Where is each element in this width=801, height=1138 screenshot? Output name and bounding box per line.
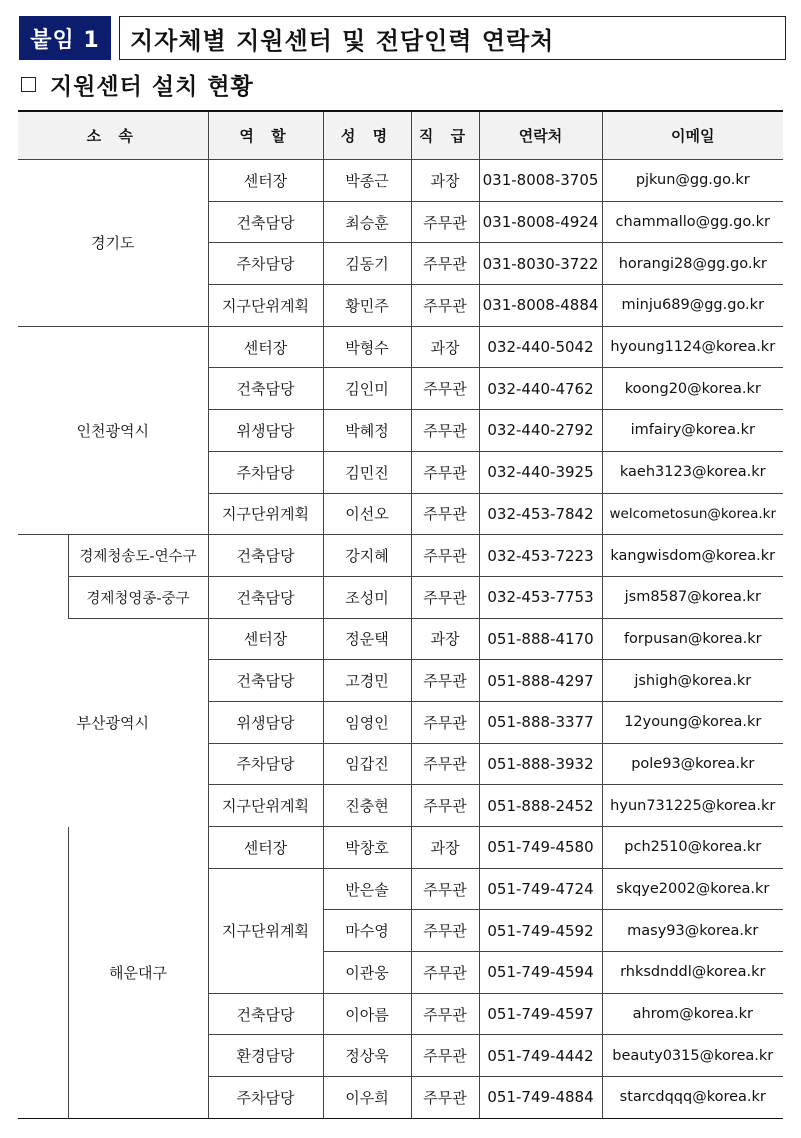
name-cell: 조성미 [323,576,411,618]
phone-cell: 032-440-2792 [479,410,602,452]
role-cell: 환경담당 [208,1035,323,1077]
phone-cell: 032-440-3925 [479,451,602,493]
name-cell: 박형수 [323,326,411,368]
name-cell: 이아름 [323,993,411,1035]
name-cell: 진충현 [323,785,411,827]
table-row [18,576,783,618]
role-cell: 지구단위계획 [208,785,323,827]
email-cell: kaeh3123@korea.kr [602,451,783,493]
email-cell: chammallo@gg.go.kr [602,201,783,243]
rank-cell: 주무관 [411,410,479,452]
section-heading [21,66,254,102]
email-cell: horangi28@gg.go.kr [602,243,783,285]
rank-cell: 주무관 [411,743,479,785]
rank-cell: 주무관 [411,201,479,243]
section-title: 지원센터 설치 현황 [50,73,254,100]
email-cell: 12young@korea.kr [602,701,783,743]
title-row [19,16,786,60]
rank-cell: 주무관 [411,576,479,618]
phone-cell: 051-749-4594 [479,952,602,994]
phone-cell: 051-888-4297 [479,660,602,702]
role-cell: 건축담당 [208,993,323,1035]
name-cell: 박창호 [323,827,411,869]
name-cell: 정상욱 [323,1035,411,1077]
rank-cell: 과장 [411,827,479,869]
email-cell: koong20@korea.kr [602,368,783,410]
name-cell: 김인미 [323,368,411,410]
rank-cell: 과장 [411,160,479,202]
rank-cell: 주무관 [411,1035,479,1077]
phone-cell: 051-749-4442 [479,1035,602,1077]
role-cell: 위생담당 [208,701,323,743]
name-cell: 반은솔 [323,868,411,910]
incheon-subgroup-spacer [18,535,68,618]
phone-cell: 051-749-4592 [479,910,602,952]
phone-cell: 051-749-4580 [479,827,602,869]
name-cell: 정운택 [323,618,411,660]
name-cell: 임영인 [323,701,411,743]
phone-cell: 031-8008-3705 [479,160,602,202]
contact-table [18,110,783,1119]
role-cell: 지구단위계획 [208,285,323,327]
phone-cell: 051-888-4170 [479,618,602,660]
email-cell: masy93@korea.kr [602,910,783,952]
name-cell: 박종근 [323,160,411,202]
email-cell: pole93@korea.kr [602,743,783,785]
rank-cell: 주무관 [411,660,479,702]
rank-cell: 주무관 [411,993,479,1035]
email-cell: skqye2002@korea.kr [602,868,783,910]
phone-cell: 032-453-7842 [479,493,602,535]
region-incheon: 인천광역시 [18,326,208,534]
column-header-affiliation: 소 속 [18,111,208,160]
phone-cell: 032-440-5042 [479,326,602,368]
phone-cell: 032-453-7223 [479,535,602,577]
table-row [18,326,783,368]
role-cell: 건축담당 [208,368,323,410]
role-cell: 지구단위계획 [208,868,323,993]
table-row [18,827,783,869]
rank-cell: 주무관 [411,1077,479,1119]
email-cell: forpusan@korea.kr [602,618,783,660]
phone-cell: 031-8030-3722 [479,243,602,285]
phone-cell: 051-888-3377 [479,701,602,743]
name-cell: 이우희 [323,1077,411,1119]
role-cell: 주차담당 [208,1077,323,1119]
region-busan: 부산광역시 [18,618,208,826]
rank-cell: 주무관 [411,451,479,493]
email-cell: starcdqqq@korea.kr [602,1077,783,1119]
role-cell: 센터장 [208,618,323,660]
phone-cell: 051-888-3932 [479,743,602,785]
email-cell: jshigh@korea.kr [602,660,783,702]
name-cell: 김동기 [323,243,411,285]
role-cell: 위생담당 [208,410,323,452]
name-cell: 김민진 [323,451,411,493]
column-header-name: 성 명 [323,111,411,160]
name-cell: 이선오 [323,493,411,535]
role-cell: 건축담당 [208,576,323,618]
name-cell: 황민주 [323,285,411,327]
rank-cell: 과장 [411,326,479,368]
email-cell: rhksdnddl@korea.kr [602,952,783,994]
phone-cell: 032-440-4762 [479,368,602,410]
table-row [18,618,783,660]
name-cell: 고경민 [323,660,411,702]
email-cell: welcometosun@korea.kr [602,493,783,535]
rank-cell: 주무관 [411,243,479,285]
checkbox-icon [21,77,36,92]
name-cell: 박혜정 [323,410,411,452]
rank-cell: 주무관 [411,952,479,994]
phone-cell: 051-888-2452 [479,785,602,827]
phone-cell: 051-749-4724 [479,868,602,910]
region-haeundae: 해운대구 [68,827,208,1119]
email-cell: ahrom@korea.kr [602,993,783,1035]
rank-cell: 주무관 [411,910,479,952]
email-cell: pjkun@gg.go.kr [602,160,783,202]
column-header-phone: 연락처 [479,111,602,160]
email-cell: minju689@gg.go.kr [602,285,783,327]
rank-cell: 주무관 [411,368,479,410]
role-cell: 건축담당 [208,201,323,243]
phone-cell: 031-8008-4924 [479,201,602,243]
email-cell: imfairy@korea.kr [602,410,783,452]
email-cell: kangwisdom@korea.kr [602,535,783,577]
rank-cell: 주무관 [411,785,479,827]
phone-cell: 051-749-4884 [479,1077,602,1119]
phone-cell: 032-453-7753 [479,576,602,618]
rank-cell: 주무관 [411,535,479,577]
email-cell: hyoung1124@korea.kr [602,326,783,368]
rank-cell: 주무관 [411,285,479,327]
busan-subgroup-spacer [18,827,68,1119]
name-cell: 최승훈 [323,201,411,243]
email-cell: hyun731225@korea.kr [602,785,783,827]
page-title: 지자체별 지원센터 및 전담인력 연락처 [119,16,786,60]
column-header-rank: 직 급 [411,111,479,160]
region-gyeonggi: 경기도 [18,160,208,327]
rank-cell: 주무관 [411,493,479,535]
role-cell: 센터장 [208,827,323,869]
column-header-email: 이메일 [602,111,783,160]
role-cell: 건축담당 [208,535,323,577]
email-cell: jsm8587@korea.kr [602,576,783,618]
name-cell: 강지혜 [323,535,411,577]
role-cell: 건축담당 [208,660,323,702]
region-yeongjong: 경제청영종-중구 [68,576,208,618]
email-cell: beauty0315@korea.kr [602,1035,783,1077]
column-header-role: 역 할 [208,111,323,160]
table-header-row [18,111,783,160]
region-songdo: 경제청송도-연수구 [68,535,208,577]
role-cell: 주차담당 [208,243,323,285]
name-cell: 마수영 [323,910,411,952]
role-cell: 센터장 [208,326,323,368]
role-cell: 센터장 [208,160,323,202]
role-cell: 지구단위계획 [208,493,323,535]
role-cell: 주차담당 [208,451,323,493]
rank-cell: 주무관 [411,868,479,910]
table-row [18,160,783,202]
email-cell: pch2510@korea.kr [602,827,783,869]
phone-cell: 031-8008-4884 [479,285,602,327]
rank-cell: 과장 [411,618,479,660]
rank-cell: 주무관 [411,701,479,743]
name-cell: 임갑진 [323,743,411,785]
name-cell: 이관웅 [323,952,411,994]
attachment-badge: 붙임 1 [19,16,111,60]
phone-cell: 051-749-4597 [479,993,602,1035]
table-row [18,535,783,577]
role-cell: 주차담당 [208,743,323,785]
